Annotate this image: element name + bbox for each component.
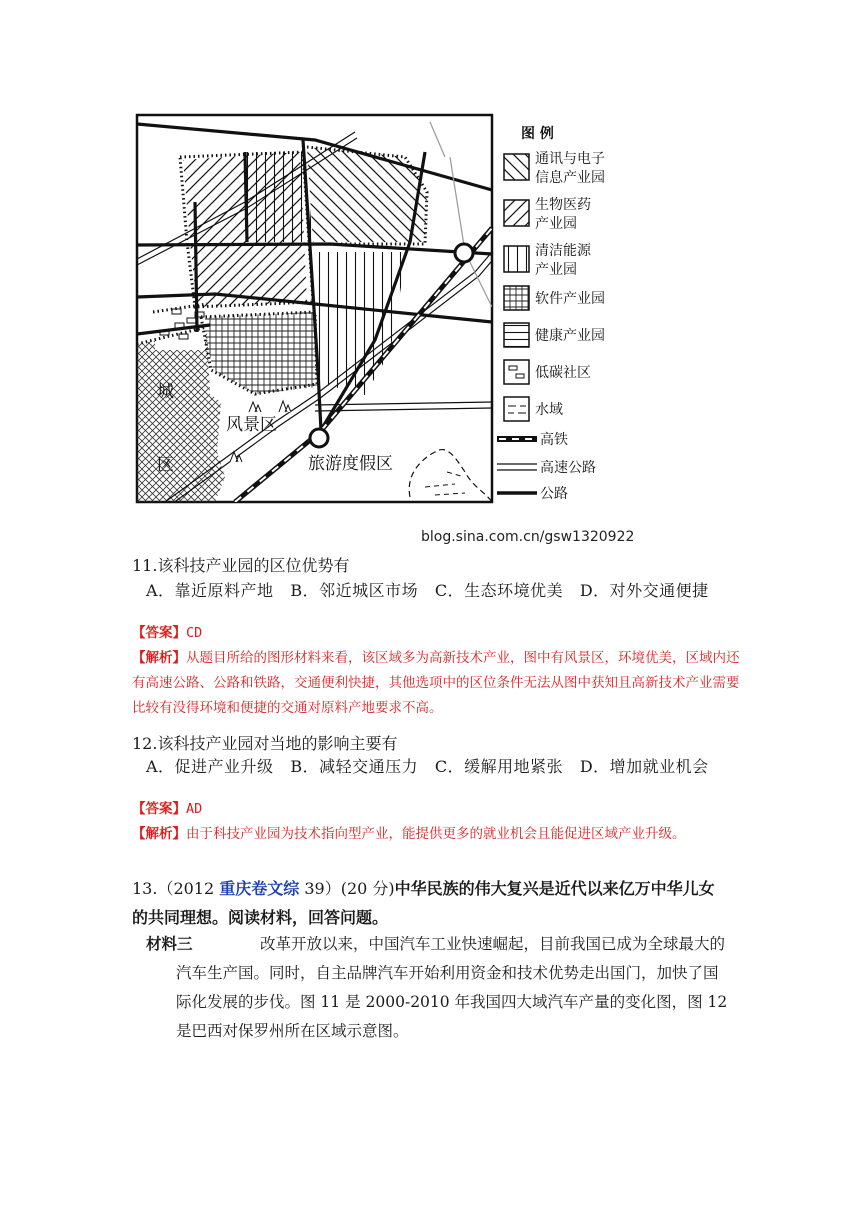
q12-answer [132,797,742,847]
answer-value: AD [186,801,203,817]
legend-label: 软件产业园 [535,291,605,307]
q12-options: A．促进产业升级 B．减轻交通压力 C．缓解用地紧张 D．增加就业机会 [146,757,709,776]
q13-suffix: 39） [299,879,341,898]
analysis-text: 从题目所给的图形材料来看，该区域多为高新技术产业，图中有风景区，环境优美，区域内还有高速公路、公路和铁路，交通便利快捷，其他选项中的区位条件无法从图中获知且高新技术产业需要比较有没得环境和便捷的交通对原料产地要求不高。 [132,650,740,716]
q11-answer [132,621,742,721]
low-carbon-community-icon [504,360,529,384]
q13-source-link[interactable]: 重庆卷文综 [219,879,300,898]
backslash-hatch-icon [504,154,529,180]
legend-label: 产业园 [535,216,577,232]
industrial-park-map [135,112,640,544]
legend-label: 生物医药 [535,197,591,213]
legend-label: 产业园 [535,262,577,278]
legend-label: 健康产业园 [535,328,605,344]
analysis-text: 由于科技产业园为技术指向型产业，能提供更多的就业机会且能促进区域产业升级。 [186,826,686,842]
scenic-area-label: 风景区 [226,415,277,435]
answer-tag: 【答案】 [132,625,186,641]
legend-label: 水域 [535,402,563,418]
grid-hatch-icon [504,286,529,310]
horizontal-hatch-icon [504,323,529,347]
answer-tag: 【答案】 [132,801,186,817]
legend-title: 图 例 [521,126,554,142]
legend-label: 高速公路 [540,460,596,476]
legend-label: 清洁能源 [535,243,591,259]
q13-stem-line2: 的共同理想。阅读材料，回答问题。 [132,908,389,927]
q13-stem [132,874,732,932]
legend-label: 公路 [540,486,568,502]
slash-hatch-icon [504,200,529,226]
q11-stem: 11.该科技产业园的区位优势有 [132,556,350,575]
legend-label: 低碳社区 [535,365,591,381]
q13-score: (20 分) [340,879,395,898]
analysis-tag: 【解析】 [132,650,186,666]
material-text: 改革开放以来，中国汽车工业快速崛起，目前我国已成为全球最大的汽车生产国。同时，自主品牌汽车开始利用资金和技术优势走出国门，加快了国际化发展的步伐。图 11 是 2000-2010 年我国四大域汽车产量的变化图，图 12 是巴西对保罗州所在区域示意图。 [176,935,728,1040]
water-icon [504,397,529,421]
material-label: 材料三 [146,935,193,953]
q12-stem: 12.该科技产业园对当地的影响主要有 [132,734,398,753]
vertical-hatch-icon [504,246,529,272]
legend-label: 通讯与电子 [535,151,605,167]
analysis-tag: 【解析】 [132,826,186,842]
watermark: blog.sina.com.cn/gsw1320922 [421,529,635,544]
expressway-icon [497,464,537,470]
q11-options: A．靠近原料产地 B．邻近城区市场 C．生态环境优美 D．对外交通便捷 [146,581,709,600]
legend-label: 信息产业园 [535,170,605,186]
q13-prefix: 13.（2012 [132,879,220,898]
city-label-2: 区 [157,455,174,475]
map-legend [497,125,605,502]
answer-value: CD [186,625,203,641]
city-label-1: 城 [157,382,174,402]
resort-label: 旅游度假区 [308,454,393,474]
legend-label: 高铁 [540,432,568,448]
q13-stem-line1: 中华民族的伟大复兴是近代以来亿万中华儿女 [394,879,715,898]
